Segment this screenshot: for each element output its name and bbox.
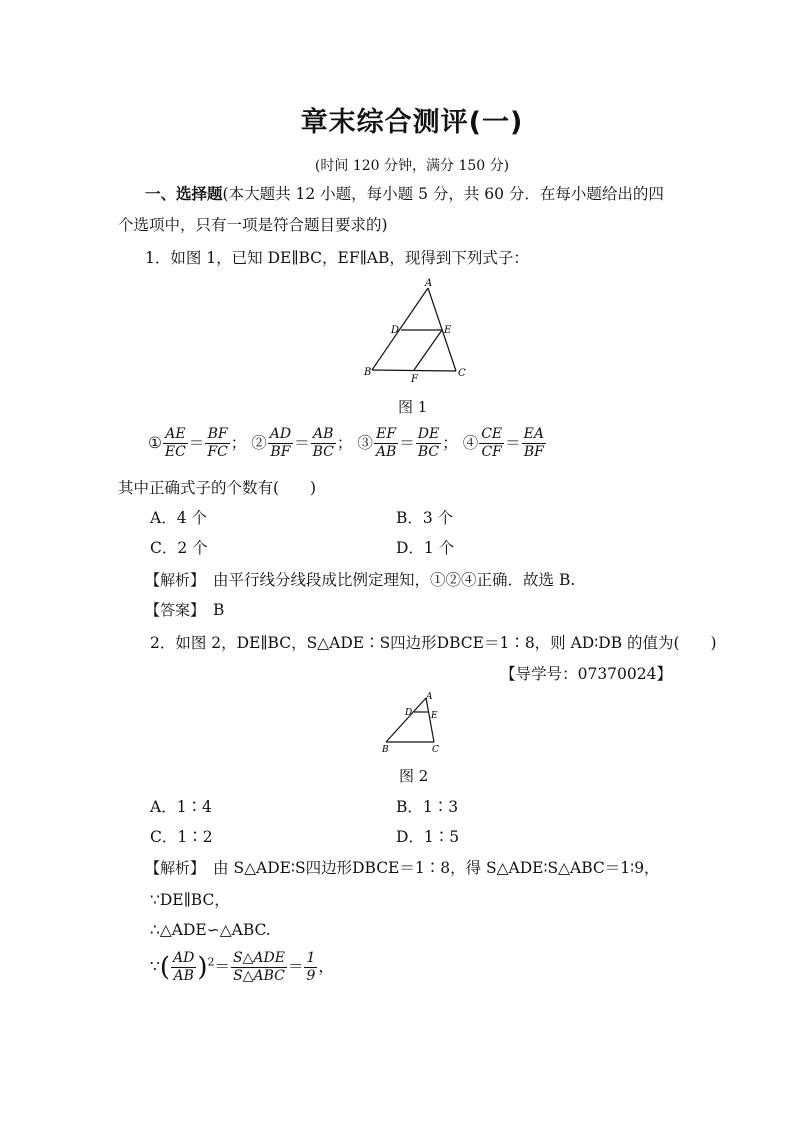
section-desc-1: (本大题共 12 小题，每小题 5 分，共 60 分．在每小题给出的四 (222, 185, 664, 203)
q2-pt-e: E (431, 711, 438, 721)
q2-pt-b: B (382, 745, 389, 755)
q2-analysis-line1: 由 S△ADE∶S四边形DBCE＝1∶8，得 S△ADE∶S△ABC＝1∶9， (213, 859, 660, 877)
q1-seg-bc (372, 370, 456, 371)
q1-analysis-tag: 【解析】 (145, 571, 198, 589)
q1-seg-ab (372, 288, 428, 370)
q2-figure-label: 图 2 (399, 767, 429, 785)
q1-option-d: D．1 个 (396, 539, 455, 557)
q1-answer-tag: 【答案】 (145, 601, 198, 619)
q2-stem: 2．如图 2，DE∥BC，S△ADE∶S四边形DBCE＝1∶8，则 AD∶DB 的值为( ) (150, 634, 717, 652)
q1-f1: ① $\frac{AE}{EC}$ ＝ $\frac{BF}{FC}$ ； (148, 426, 247, 460)
q2-option-d: D．1∶5 (396, 828, 460, 846)
section-line-1 (145, 184, 664, 204)
q2-analysis (145, 858, 660, 878)
q1-figure-label: 图 1 (398, 398, 428, 416)
page-title: 章末综合测评(一) (300, 107, 524, 138)
q1-f3: ③ $\frac{EF}{AB}$ ＝ $\frac{DE}{BC}$ ； (357, 426, 458, 460)
q1-pt-e: E (444, 325, 452, 336)
q1-option-c: C．2 个 (150, 539, 208, 557)
q2-pt-c: C (432, 745, 439, 755)
q1-stem: 1．如图 1，已知 DE∥BC，EF∥AB，现得到下列式子： (145, 249, 529, 267)
page-subtitle: (时间 120 分钟，满分 150 分) (314, 158, 510, 174)
q2-option-c: C．1∶2 (150, 828, 213, 846)
q1-analysis (145, 570, 575, 590)
q2-option-a: A．1∶4 (150, 798, 212, 816)
q2-analysis-line4: ∵( $\frac{AD}{AB}$ )$^2$＝ $\frac{\text{S△ADE}}{\text{S△ABC}}$ ＝ $\frac{1}{9}$ ， (150, 950, 334, 984)
q2-option-b: B．1∶3 (396, 798, 459, 816)
q1-analysis-text: 由平行线分线段成比例定理知，①②④正确．故选 B. (213, 571, 576, 589)
q1-pt-a: A (425, 278, 433, 289)
q1-pt-f: F (411, 374, 418, 385)
q1-option-a: A．4 个 (150, 509, 207, 527)
q1-question: 其中正确式子的个数有( ) (118, 479, 317, 497)
q2-analysis-line3: ∴△ADE∽△ABC. (150, 921, 271, 939)
q1-figure (360, 278, 480, 386)
q1-seg-ef (414, 330, 442, 370)
q2-guide-no: 【导学号：07370024】 (500, 665, 672, 683)
section-desc-2: 个选项中，只有一项是符合题目要求的) (118, 216, 388, 234)
q2-analysis-line2: ∵DE∥BC， (150, 891, 230, 909)
q1-pt-d: D (391, 325, 400, 336)
q1-option-b: B．3 个 (396, 509, 454, 527)
q1-pt-c: C (458, 368, 466, 379)
q2-analysis-tag: 【解析】 (145, 859, 198, 877)
q2-pt-d: D (405, 708, 413, 718)
q1-answer (145, 600, 224, 620)
q2-figure (378, 690, 448, 756)
q2-seg-ab (386, 698, 426, 742)
q1-f4: ④ $\frac{CE}{CF}$ ＝ $\frac{EA}{BF}$ (462, 426, 544, 460)
section-heading: 一、选择题 (145, 185, 223, 203)
q1-formulas (148, 426, 547, 461)
q1-answer-text: B (213, 601, 225, 619)
q1-pt-b: B (364, 367, 372, 378)
q2-pt-a: A (426, 692, 433, 702)
q1-f2: ② $\frac{AD}{BF}$ ＝ $\frac{AB}{BC}$ ； (251, 426, 353, 460)
